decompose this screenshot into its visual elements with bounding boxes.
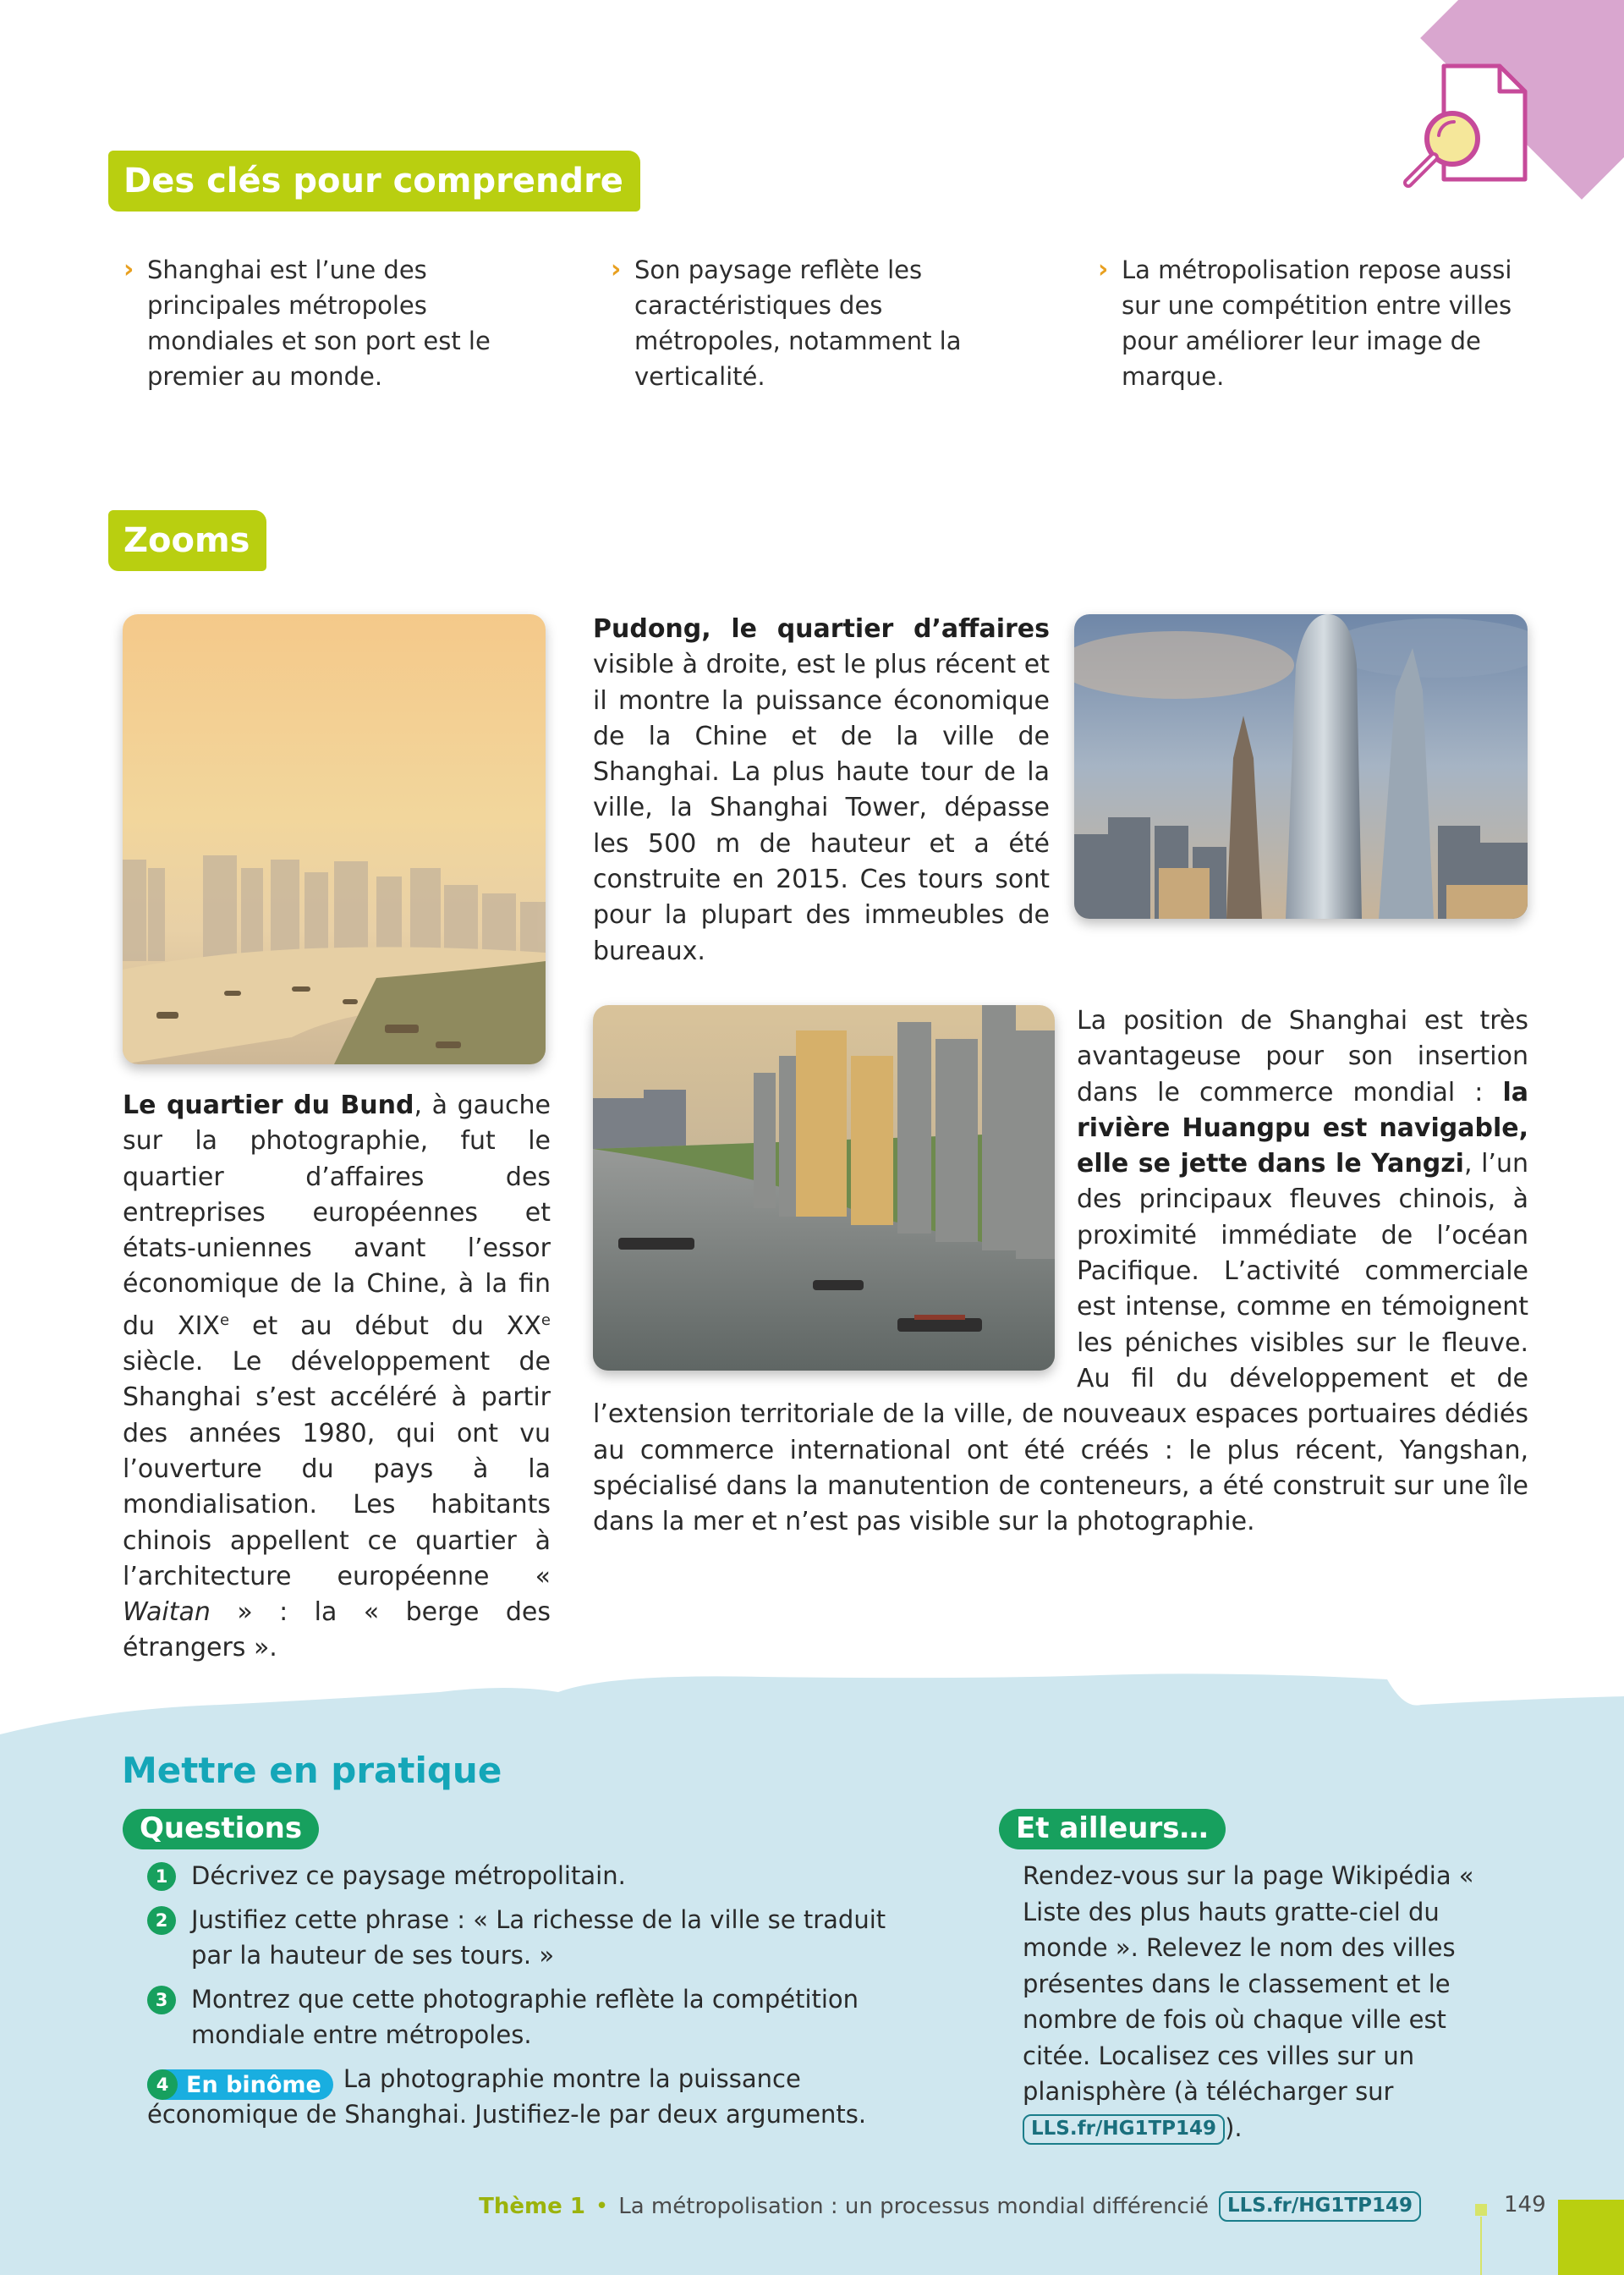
pair-work-badge: 4 En binôme	[147, 2069, 333, 2100]
shanghai-position-paragraph: La position de Shanghai est très avantageuse pour son insertion dans le commerce mondial : la rivière Huangpu est navigable, elle se jette dans le Yangzi, l’un des principaux fleuves chinois, à proximité immédiate de l’océan Pacifique. L’activité commerciale est intense, comme en témoignent les péniches visibles sur le fleuve. Au fil du développement et de l’extension territoriale de la ville, de nouveaux espaces portuaires dédiés au commerce international ont été créés : le plus récent, Yangshan, spécialisé dans la manutention de conteneurs, a été construit sur une île dans la mer et n’est pas visible sur la photographie.	[593, 1003, 1528, 1540]
practice-title: Mettre en pratique	[122, 1750, 502, 1791]
page-number: 149	[1504, 2192, 1546, 2217]
question-number: 1	[147, 1862, 176, 1891]
photo-bund-sunset	[123, 614, 546, 1064]
zooms-section-title: Zooms	[108, 510, 266, 571]
bund-paragraph: Le quartier du Bund, à gauche sur la photographie, fut le quartier d’affaires des entreprises européennes et états-uniennes avant l’essor économique de la Chine, à la fin du XIXe et au début du XXe siècle. Le développement de Shanghai s’est accéléré à partir des années 1980, qui ont vu l’ouverture du pays à la mondialisation. Les habitants chinois appellent ce quartier à l’architecture européenne « Waitan » : la « berge des étrangers ».	[123, 1091, 551, 1663]
question-2: 2 Justifiez cette phrase : « La richesse de la ville se traduit par la hauteur de ses tours. »	[147, 1902, 908, 1973]
question-number: 2	[147, 1906, 176, 1935]
chevron-right-icon: ›	[1098, 255, 1109, 284]
document-search-icon	[1391, 61, 1535, 205]
key-bullet-2: › Son paysage reflète les caractéristiques des métropoles, notamment la verticalité.	[611, 252, 1034, 394]
pudong-paragraph: Pudong, le quartier d’affaires visible à droite, est le plus récent et il montre la puissance économique de la Chine et de la ville de Shanghai. La plus haute tour de la ville, la Shanghai Tower, dépasse les 500 m de hauteur et a été construite en 2015. Ces tours sont pour la plupart des immeubles de bureaux.	[593, 614, 1050, 966]
footer-marker	[1475, 2204, 1487, 2216]
key-bullet-1: › Shanghai est l’une des principales métropoles mondiales et son port est le premier au monde.	[123, 252, 546, 394]
photo-spacer	[593, 1003, 1077, 1379]
question-number: 3	[147, 1986, 176, 2014]
footer-link[interactable]: LLS.fr/HG1TP149	[1219, 2191, 1421, 2222]
photo-pudong-towers	[1074, 614, 1528, 919]
corner-tab	[1558, 2200, 1624, 2275]
keys-section-title: Des clés pour comprendre	[108, 151, 640, 212]
chevron-right-icon: ›	[611, 255, 622, 284]
question-4: 4 En binôme La photographie montre la puissance	[147, 2061, 908, 2100]
chevron-right-icon: ›	[123, 255, 134, 284]
page-footer	[479, 2191, 1421, 2222]
question-4-continuation: économique de Shanghai. Justifiez-le par deux arguments.	[147, 2100, 867, 2129]
footer-theme-label: Thème 1	[479, 2194, 585, 2219]
elsewhere-text: Rendez-vous sur la page Wikipédia « Liste des plus hauts gratte-ciel du monde ». Relevez le nom des villes présentes dans le classement et le nombre de fois où chaque ville est citée. Localisez ces villes sur un planisphère (à télécharger sur LLS.fr/HG1TP149 ).	[1023, 1858, 1513, 2146]
footer-separator: •	[595, 2194, 609, 2219]
question-3: 3 Montrez que cette photographie reflète la compétition mondiale entre métropoles.	[147, 1981, 908, 2052]
question-1: 1 Décrivez ce paysage métropolitain.	[147, 1858, 908, 1893]
questions-label: Questions	[123, 1809, 319, 1849]
footer-theme-title: La métropolisation : un processus mondial différencié	[618, 2194, 1209, 2219]
elsewhere-link[interactable]: LLS.fr/HG1TP149	[1023, 2114, 1225, 2145]
elsewhere-label: Et ailleurs…	[999, 1809, 1226, 1849]
key-bullet-3: › La métropolisation repose aussi sur une compétition entre villes pour améliorer leur image de marque.	[1098, 252, 1521, 394]
footer-line	[1480, 2217, 1482, 2275]
